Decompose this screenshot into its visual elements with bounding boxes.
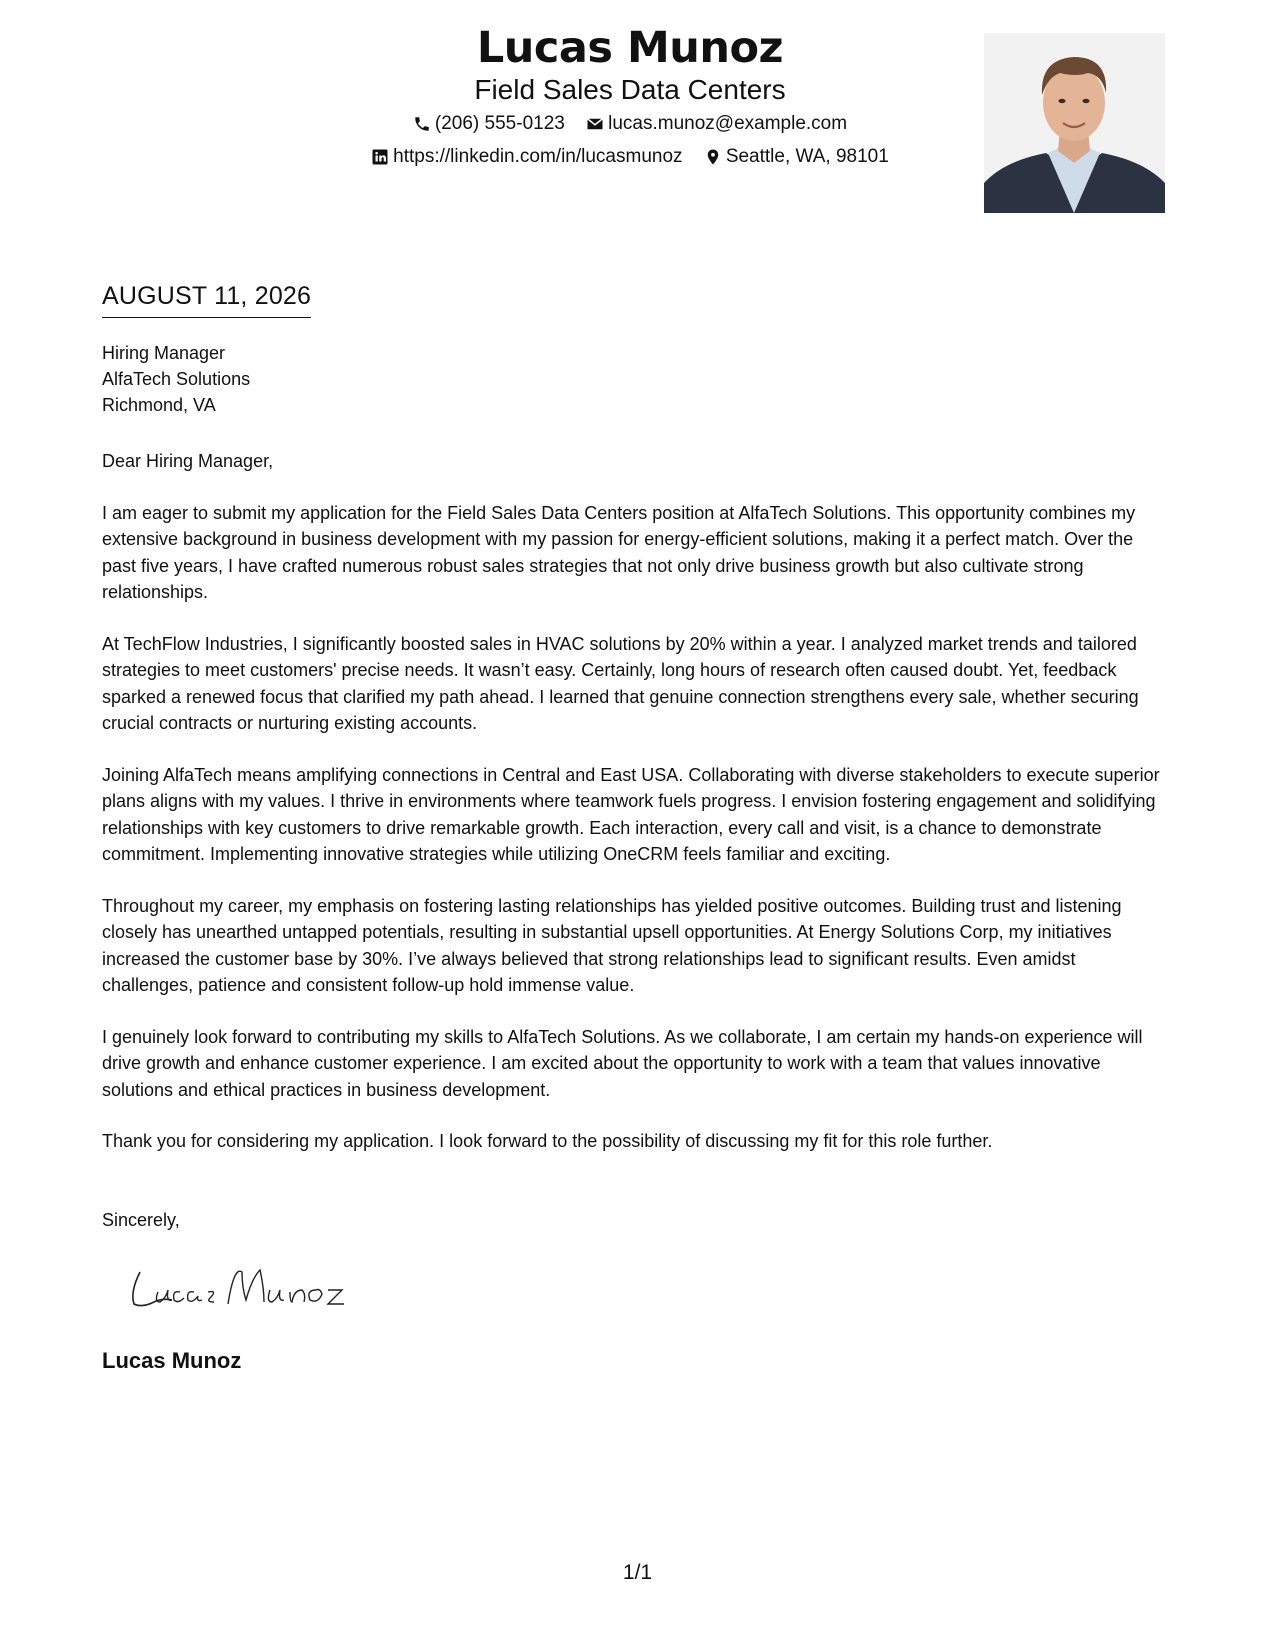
page-number: 1/1 xyxy=(622,1561,653,1584)
contact-email[interactable] xyxy=(586,111,847,137)
location-pin-icon xyxy=(704,148,722,166)
letter-header xyxy=(0,0,1275,230)
body-paragraph: Throughout my career, my emphasis on fostering lasting relationships has yielded positive outcomes. Building trust and listening closely has unearthed untapped potentials, resulting in substantial upsell opportunities. At Energy Solutions Corp, my initiatives increased the customer base by 30%. I’ve always believed that strong relationships lead to significant results. Even amidst challenges, patience and consistent follow-up hold immense value. xyxy=(102,896,1122,995)
recipient-location: Richmond, VA xyxy=(102,395,216,415)
handwritten-signature xyxy=(124,1258,354,1318)
phone-text: (206) 555-0123 xyxy=(434,113,565,134)
signer-name: Lucas Munoz xyxy=(102,1348,242,1373)
applicant-name: Lucas Munoz xyxy=(476,23,784,73)
linkedin-text: https://linkedin.com/in/lucasmunoz xyxy=(393,146,683,167)
profile-photo xyxy=(984,33,1165,213)
salutation: Dear Hiring Manager, xyxy=(102,451,274,471)
contact-location xyxy=(704,144,889,170)
body-paragraph: I am eager to submit my application for the Field Sales Data Centers position at AlfaTech Solutions. This opportunity combines my extensive background in business development with my passion for energy-efficient solutions, making it a perfect match. Over the past five years, I have crafted numerous robust sales strategies that not only drive business growth but also cultivate strong relationships. xyxy=(102,503,1136,602)
body-paragraph: At TechFlow Industries, I significantly boosted sales in HVAC solutions by 20% within a year. I analyzed market trends and tailored strategies to meet customers' precise needs. It wasn’t easy. Certainly, long hours of research often caused doubt. Yet, feedback sparked a renewed focus that clarified my path ahead. I learned that genuine connection strengthens every sale, whether securing crucial contracts or nurturing existing accounts. xyxy=(102,634,1139,733)
location-text: Seattle, WA, 98101 xyxy=(725,146,889,167)
linkedin-icon xyxy=(371,148,389,166)
envelope-icon xyxy=(586,115,604,133)
recipient-line: Hiring Manager xyxy=(102,343,226,363)
closing: Sincerely, xyxy=(102,1210,180,1230)
portrait-image xyxy=(984,33,1165,213)
recipient-company: AlfaTech Solutions xyxy=(102,369,251,389)
email-text: lucas.munoz@example.com xyxy=(608,113,848,134)
body-paragraph: Thank you for considering my application. I look forward to the possibility of discussing my fit for this role further. xyxy=(102,1131,993,1151)
body-paragraph: Joining AlfaTech means amplifying connections in Central and East USA. Collaborating with diverse stakeholders to execute superior plans aligns with my values. I thrive in environments where teamwork fuels progress. I envision fostering engagement and solidifying relationships with key customers to drive remarkable growth. Each interaction, every call and visit, is a chance to demonstrate commitment. Implementing innovative strategies while utilizing OneCRM feels familiar and exciting. xyxy=(102,765,1160,864)
letter-date: AUGUST 11, 2026 xyxy=(102,281,311,318)
job-title: Field Sales Data Centers xyxy=(474,74,786,105)
contact-phone[interactable] xyxy=(413,111,565,137)
body-paragraph: I genuinely look forward to contributing my skills to AlfaTech Solutions. As we collaborate, I am certain my hands-on experience will drive growth and enhance customer experience. I am excited about the opportunity to work with a team that values innovative solutions and ethical practices in business development. xyxy=(102,1027,1143,1100)
recipient-block xyxy=(102,340,250,418)
contact-linkedin[interactable] xyxy=(371,144,682,170)
phone-icon xyxy=(413,115,431,133)
